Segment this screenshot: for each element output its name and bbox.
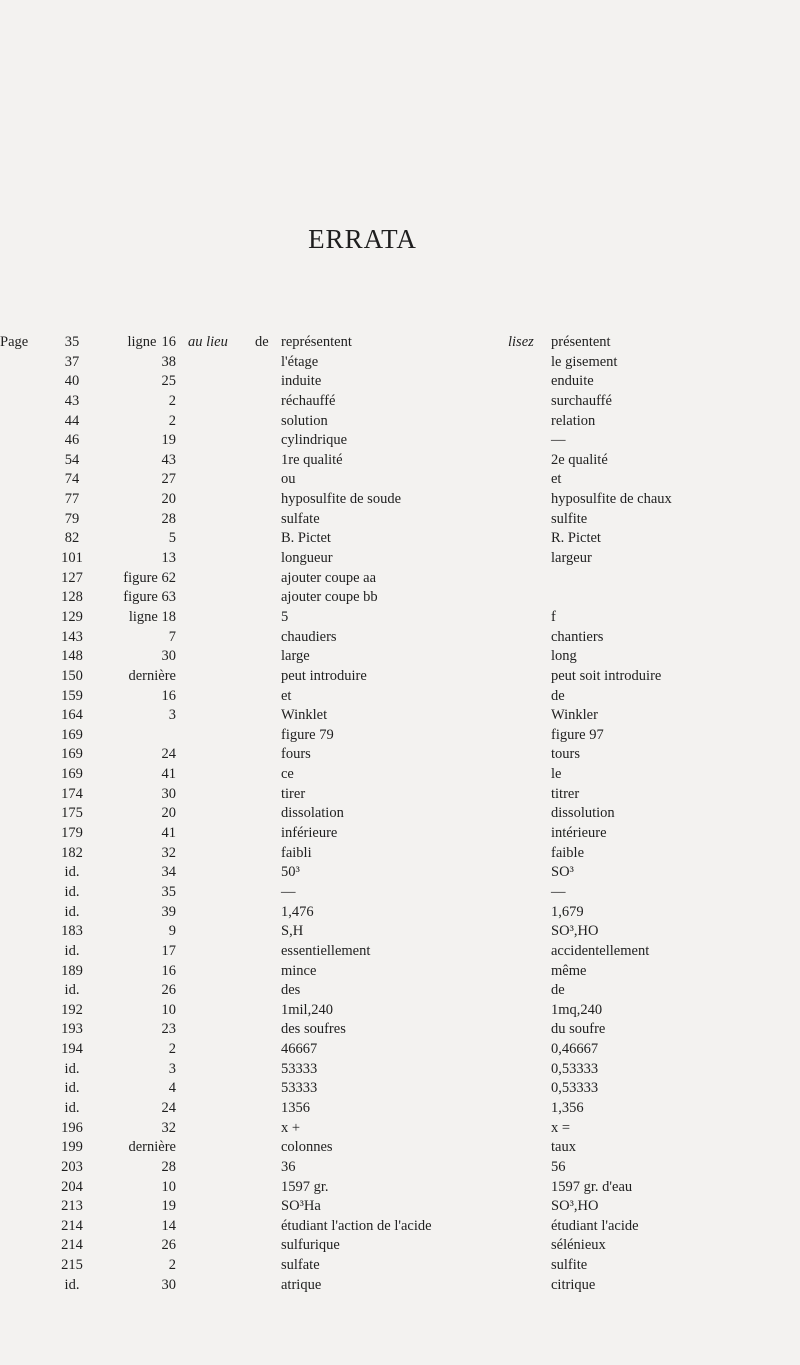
correct-text: et	[551, 471, 562, 488]
page-number: 77	[64, 491, 80, 508]
errata-row	[0, 588, 800, 608]
line-number: 32	[161, 1119, 176, 1136]
correct-text: 1mq,240	[551, 1001, 603, 1018]
correct-text: 0,53333	[551, 1080, 599, 1097]
errata-row	[0, 451, 800, 471]
correct-text: 2e qualité	[551, 451, 608, 468]
errata-row	[0, 1197, 800, 1217]
wrong-text: cylindrique	[281, 432, 348, 449]
errata-row	[0, 745, 800, 765]
line-number: 38	[161, 353, 176, 370]
wrong-text: large	[281, 648, 310, 665]
correct-text: 0,46667	[551, 1041, 599, 1058]
wrong-text: S,H	[281, 923, 304, 940]
line-number: 41	[161, 766, 176, 783]
wrong-text: réchauffé	[281, 392, 336, 409]
page-number: 74	[64, 471, 80, 488]
correct-text: faible	[551, 844, 585, 861]
line-number: 17	[161, 942, 176, 959]
wrong-text: l'étage	[281, 353, 319, 370]
page-number: 37	[64, 353, 80, 370]
page-number: 40	[64, 373, 80, 390]
line-number: 10	[161, 1178, 176, 1195]
wrong-text: ajouter coupe aa	[281, 569, 377, 586]
wrong-text: x +	[281, 1119, 301, 1136]
line-number: 32	[161, 844, 176, 861]
wrong-text: ou	[281, 471, 296, 488]
correct-text: de	[551, 982, 565, 999]
errata-row	[0, 883, 800, 903]
page-prefix: Page	[0, 334, 29, 350]
errata-row	[0, 1158, 800, 1178]
wrong-text: et	[281, 687, 292, 704]
page-number: 43	[64, 392, 80, 409]
page-number: 196	[61, 1119, 83, 1136]
page-number: 159	[61, 687, 83, 704]
correct-text: surchauffé	[551, 392, 612, 409]
wrong-text: 5	[281, 608, 289, 625]
correct-text: intérieure	[551, 825, 607, 842]
page-number: 182	[61, 844, 83, 861]
errata-row	[0, 510, 800, 530]
correct-text: Winkler	[551, 707, 598, 724]
correct-text: enduite	[551, 373, 594, 390]
wrong-text: faibli	[281, 844, 312, 861]
line-number: figure 62	[123, 569, 176, 586]
line-number: 34	[161, 864, 176, 881]
line-number: 2	[168, 392, 176, 409]
errata-row	[0, 1178, 800, 1198]
line-number: 14	[161, 1217, 176, 1234]
wrong-text: étudiant l'action de l'acide	[281, 1217, 432, 1234]
wrong-text: mince	[281, 962, 317, 979]
line-number: 19	[161, 1198, 176, 1215]
errata-row	[0, 372, 800, 392]
line-number: 5	[168, 530, 176, 547]
correct-text: relation	[551, 412, 596, 429]
errata-row	[0, 804, 800, 824]
correct-text: SO³,HO	[551, 1198, 599, 1215]
line-number: 24	[161, 746, 176, 763]
wrong-text: colonnes	[281, 1139, 333, 1156]
page-number: 127	[61, 569, 83, 586]
wrong-text: représentent	[281, 334, 352, 350]
page-number: 204	[61, 1178, 83, 1195]
errata-row	[0, 765, 800, 785]
errata-row	[0, 569, 800, 589]
line-number: 2	[168, 1041, 176, 1058]
page-number: 35	[64, 334, 80, 350]
page-number: 129	[61, 608, 83, 625]
correct-text: —	[551, 883, 566, 900]
line-number: 7	[168, 628, 176, 645]
errata-row	[0, 726, 800, 746]
line-number: 16	[161, 334, 176, 350]
errata-row	[0, 1119, 800, 1139]
correct-text: figure 97	[551, 726, 604, 743]
line-number: 26	[161, 982, 176, 999]
correct-text: sélénieux	[551, 1237, 606, 1254]
correct-text: R. Pictet	[551, 530, 601, 547]
line-number: 39	[161, 903, 176, 920]
line-number: 20	[161, 805, 176, 822]
wrong-text: figure 79	[281, 726, 334, 743]
errata-list	[0, 333, 800, 1295]
wrong-text: des soufres	[281, 1021, 346, 1038]
page-number: 169	[61, 746, 83, 763]
page-number: id.	[64, 864, 80, 881]
wrong-text: essentiellement	[281, 942, 371, 959]
correct-text: étudiant l'acide	[551, 1217, 639, 1234]
line-number: 30	[161, 785, 176, 802]
page-number: 101	[61, 550, 83, 567]
line-number: 25	[161, 373, 176, 390]
wrong-text: ce	[281, 766, 294, 783]
wrong-text: sulfate	[281, 510, 320, 527]
line-number: 2	[168, 412, 176, 429]
correct-text: SO³,HO	[551, 923, 599, 940]
page-number: 79	[64, 510, 80, 527]
wrong-text: des	[281, 982, 301, 999]
page-number: 179	[61, 825, 83, 842]
wrong-text: 53333	[281, 1060, 318, 1077]
errata-row	[0, 962, 800, 982]
page-number: id.	[64, 982, 80, 999]
correct-text: de	[551, 687, 565, 704]
line-number: 13	[161, 550, 176, 567]
correct-text: 1,356	[551, 1099, 584, 1116]
correct-text: chantiers	[551, 628, 604, 645]
errata-row	[0, 1236, 800, 1256]
wrong-text: 50³	[281, 864, 300, 881]
wrong-text: longueur	[281, 550, 333, 567]
de-label: de	[255, 334, 269, 350]
correct-text: sulfite	[551, 510, 588, 527]
line-number: 24	[161, 1099, 176, 1116]
correct-text: titrer	[551, 785, 580, 802]
line-number: dernière	[128, 667, 176, 684]
page-number: 143	[61, 628, 83, 645]
page-title: ERRATA	[308, 224, 417, 254]
line-ref	[100, 333, 176, 353]
correct-text: SO³	[551, 864, 574, 881]
line-number: 27	[161, 471, 176, 488]
errata-row	[0, 490, 800, 510]
page-number: 148	[61, 648, 83, 665]
errata-row	[0, 942, 800, 962]
correct-text: peut soit introduire	[551, 667, 662, 684]
wrong-text: dissolation	[281, 805, 344, 822]
page-number: 54	[64, 451, 80, 468]
correct-text: x =	[551, 1119, 571, 1136]
page-number: id.	[64, 1080, 80, 1097]
correct-text: présentent	[551, 334, 611, 350]
errata-row	[0, 431, 800, 451]
page-number: 164	[61, 707, 83, 724]
wrong-text: fours	[281, 746, 311, 763]
errata-row	[0, 412, 800, 432]
errata-row	[0, 1060, 800, 1080]
au-lieu-label: au lieu	[188, 334, 228, 350]
wrong-text: —	[281, 883, 296, 900]
errata-row	[0, 981, 800, 1001]
wrong-text: ajouter coupe bb	[281, 589, 378, 606]
wrong-text: 1,476	[281, 903, 314, 920]
line-number: 20	[161, 491, 176, 508]
errata-row	[0, 1001, 800, 1021]
errata-row	[0, 1217, 800, 1237]
wrong-text: Winklet	[281, 707, 328, 724]
errata-row	[0, 1256, 800, 1276]
wrong-text: 1597 gr.	[281, 1178, 329, 1195]
wrong-text: induite	[281, 373, 322, 390]
wrong-text: 1re qualité	[281, 451, 343, 468]
correct-text: long	[551, 648, 577, 665]
wrong-text: 46667	[281, 1041, 318, 1058]
line-number: 43	[161, 451, 176, 468]
wrong-text: 1356	[281, 1099, 310, 1116]
page-number: 215	[61, 1257, 83, 1274]
correct-text: même	[551, 962, 587, 979]
correct-text: du soufre	[551, 1021, 606, 1038]
page-number: 214	[61, 1237, 83, 1254]
page-number: 169	[61, 726, 83, 743]
page-number: 214	[61, 1217, 83, 1234]
correct-text: citrique	[551, 1276, 596, 1293]
errata-row	[0, 785, 800, 805]
correct-text: tours	[551, 746, 580, 763]
line-number: ligne 18	[128, 608, 176, 625]
errata-row	[0, 549, 800, 569]
page-number: 169	[61, 766, 83, 783]
correct-text: 56	[551, 1158, 566, 1175]
wrong-text: solution	[281, 412, 328, 429]
page-number: 183	[61, 923, 83, 940]
correct-text: sulfite	[551, 1257, 588, 1274]
line-number: 30	[161, 1276, 176, 1293]
correct-text: accidentellement	[551, 942, 650, 959]
correct-text: dissolution	[551, 805, 615, 822]
errata-row	[0, 333, 800, 353]
correct-text: largeur	[551, 550, 592, 567]
page-number: 82	[64, 530, 80, 547]
errata-row	[0, 647, 800, 667]
page-number: id.	[64, 903, 80, 920]
page-number: 175	[61, 805, 83, 822]
errata-row	[0, 1276, 800, 1296]
wrong-text: peut introduire	[281, 667, 367, 684]
correct-text: le	[551, 766, 562, 783]
line-number: 28	[161, 510, 176, 527]
errata-row	[0, 1079, 800, 1099]
errata-row	[0, 353, 800, 373]
line-number: 3	[168, 1060, 176, 1077]
errata-row	[0, 529, 800, 549]
page-number: id.	[64, 942, 80, 959]
wrong-text: 53333	[281, 1080, 318, 1097]
wrong-text: tirer	[281, 785, 306, 802]
ligne-prefix: ligne	[127, 334, 157, 350]
correct-text: le gisement	[551, 353, 618, 370]
errata-row	[0, 844, 800, 864]
page-number: 193	[61, 1021, 83, 1038]
wrong-text: B. Pictet	[281, 530, 331, 547]
errata-row	[0, 667, 800, 687]
errata-row	[0, 1020, 800, 1040]
page-number: 213	[61, 1198, 83, 1215]
correct-text: 0,53333	[551, 1060, 599, 1077]
correct-text: taux	[551, 1139, 576, 1156]
errata-row	[0, 392, 800, 412]
errata-row	[0, 903, 800, 923]
errata-row	[0, 687, 800, 707]
page-number: 44	[64, 412, 80, 429]
page-number: 199	[61, 1139, 83, 1156]
wrong-text: SO³Ha	[281, 1198, 321, 1215]
line-number: dernière	[128, 1139, 176, 1156]
line-number: 35	[161, 883, 176, 900]
errata-row	[0, 1040, 800, 1060]
wrong-text: sulfate	[281, 1257, 320, 1274]
wrong-text: 36	[281, 1158, 296, 1175]
lisez-label: lisez	[508, 334, 534, 350]
page-number: id.	[64, 1276, 80, 1293]
line-number: 16	[161, 687, 176, 704]
wrong-text: atrique	[281, 1276, 322, 1293]
page-number: 174	[61, 785, 83, 802]
errata-row	[0, 706, 800, 726]
page-number: 46	[64, 432, 80, 449]
wrong-text: 1mil,240	[281, 1001, 333, 1018]
correct-text: —	[551, 432, 566, 449]
page-number: 194	[61, 1041, 83, 1058]
line-number: 23	[161, 1021, 176, 1038]
page-number: 128	[61, 589, 83, 606]
errata-row	[0, 824, 800, 844]
correct-text: f	[551, 608, 556, 625]
line-number: figure 63	[123, 589, 176, 606]
line-number: 16	[161, 962, 176, 979]
errata-row	[0, 863, 800, 883]
page-number: 189	[61, 962, 83, 979]
wrong-text: sulfurique	[281, 1237, 340, 1254]
correct-text: hyposulfite de chaux	[551, 491, 672, 508]
errata-row	[0, 628, 800, 648]
errata-row	[0, 1138, 800, 1158]
wrong-text: inférieure	[281, 825, 338, 842]
errata-row	[0, 922, 800, 942]
correct-text: 1597 gr. d'eau	[551, 1178, 633, 1195]
line-number: 30	[161, 648, 176, 665]
correct-text: 1,679	[551, 903, 584, 920]
errata-row	[0, 1099, 800, 1119]
errata-row	[0, 608, 800, 628]
page-number: id.	[64, 1060, 80, 1077]
page-number: id.	[64, 1099, 80, 1116]
page-number: id.	[64, 883, 80, 900]
page-number: 192	[61, 1001, 83, 1018]
line-number: 41	[161, 825, 176, 842]
line-number: 19	[161, 432, 176, 449]
wrong-text: chaudiers	[281, 628, 337, 645]
line-number: 9	[168, 923, 176, 940]
line-number: 28	[161, 1158, 176, 1175]
errata-row	[0, 470, 800, 490]
page-number: 150	[61, 667, 83, 684]
line-number: 10	[161, 1001, 176, 1018]
page-number: 203	[61, 1158, 83, 1175]
line-number: 26	[161, 1237, 176, 1254]
wrong-text: hyposulfite de soude	[281, 491, 402, 508]
line-number: 2	[168, 1257, 176, 1274]
line-number: 4	[168, 1080, 176, 1097]
line-number: 3	[168, 707, 176, 724]
